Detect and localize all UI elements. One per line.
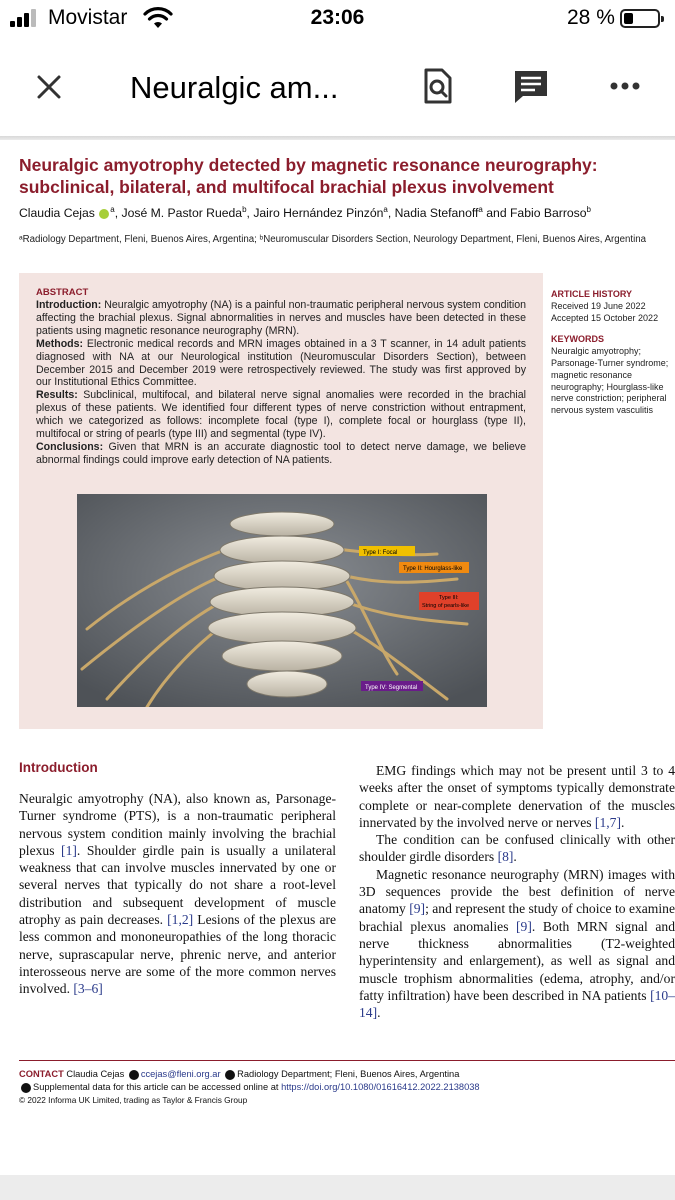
carrier-name: Movistar: [48, 6, 128, 29]
close-icon[interactable]: [32, 70, 66, 104]
citation-link[interactable]: [1,7]: [594, 814, 621, 830]
citation-link[interactable]: [3–6]: [73, 981, 103, 997]
article-footer: CONTACT Claudia Cejas ccejas@fleni.org.ar Radiology Department; Fleni, Buenos Aires, Argentina Supplemental data for this article can be accessed online at https://doi.org/10.1080/01616412.2022.2138038 © 2022 Informa UK Limited, trading as Taylor & Francis Group: [19, 1060, 675, 1107]
figure-label: Type III:: [439, 595, 459, 601]
figure-label: String of pearls-like: [422, 603, 470, 609]
abstract-paragraph: Methods: Electronic medical records and MRN images obtained in a 3 T scanner, in 14 adult patients diagnosed with NA at our Neurological institution (Neuromuscular Disorders Section), between December 2015 and December 2019 were retrospectively reviewed. The study was first approved by our Institutional Ethics Committee.: [36, 337, 526, 389]
article-title: Neuralgic amyotrophy detected by magnetic resonance neurography: subclinical, bilateral, and multifocal brachial plexus involvement: [19, 155, 598, 197]
copyright: © 2022 Informa UK Limited, trading as Taylor & Francis Group: [19, 1095, 248, 1105]
status-bar: [0, 0, 675, 38]
abstract-paragraph: Conclusions: Given that MRN is an accurate diagnostic tool to detect nerve damage, we believe abnormal findings could improve early detection of NA patients.: [36, 440, 526, 466]
citation-link[interactable]: [9]: [409, 901, 426, 917]
author: Claudia Cejas: [19, 206, 95, 221]
clock: 23:06: [310, 6, 365, 29]
figure-label: Type I: Focal: [363, 550, 398, 556]
search-document-icon[interactable]: [418, 66, 458, 106]
more-options-icon[interactable]: [605, 66, 645, 106]
author: Jairo Hernández Pinzón: [253, 206, 384, 221]
citation-link[interactable]: [10–14]: [359, 987, 675, 1021]
author: Nadia Stefanoff: [394, 206, 479, 221]
abstract-heading: ABSTRACT: [36, 287, 89, 298]
document-title: Neuralgic am...: [130, 70, 339, 105]
address-icon: [225, 1070, 235, 1080]
figure-label: Type IV: Segmental: [365, 685, 418, 691]
abstract-box: [19, 273, 543, 729]
citation-link[interactable]: [8]: [497, 849, 514, 865]
citation-link[interactable]: [1,2]: [167, 912, 194, 928]
email-link[interactable]: ccejas@fleni.org.ar: [140, 1069, 221, 1079]
article-history: ARTICLE HISTORY Received 19 June 2022 Accepted 15 October 2022 KEYWORDS Neuralgic amyotrophy; Parsonage-Turner syndrome; magnetic resonance neurography; Hourglass-like nerve constriction; peripheral nervous system vasculitis: [551, 289, 671, 417]
author: José M. Pastor Rueda: [121, 206, 243, 221]
battery-icon: [620, 9, 660, 28]
affiliations: ᵃRadiology Department, Fleni, Buenos Aires, Argentina; ᵇNeuromuscular Disorders Section, Neurology Department, Fleni, Buenos Aires, Argentina: [19, 234, 647, 245]
abstract-paragraph: Results: Subclinical, multifocal, and bilateral nerve signal anomalies were recorded in the brachial plexus of these patients. We identified four different types of nerve constriction without entrapment, which we categorized as follows: incomplete focal (type I), complete focal or hourglass (type II), multifocal or string of pearls (type III) and segmental (type IV).: [36, 389, 526, 441]
figure-label: Type II: Hourglass-like: [403, 566, 463, 572]
intro-column-2: EMG findings which may not be present until 3 to 4 weeks after the onset of symptoms typically demonstrate complete or near-complete denervation of the muscles innervated by the involved nerve or nerves [1,7]. The condition can be confused clinically with other shoulder girdle disorders [8]. Magnetic resonance neurography (MRN) images with 3D sequences provide the best definition of nerve anatomy [9]; and represent the study of choice to examine brachial plexus anomalies [9]. Both MRN signal and nerve thickness abnormalities (T2-weighted hyperintensity and enlargement), as well as signal and muscle trophism abnormalities (edema, atrophy, and/or fatty infiltration) have been described in NA patients [10–14].: [359, 763, 675, 1021]
abstract-paragraph: Introduction: Neuralgic amyotrophy (NA) is a painful non-traumatic peripheral nervous system condition affecting the brachial plexus. Signal abnormalities in nerves and muscles have been detected in these patients using magnetic resonance neurography (MRN).: [36, 299, 526, 337]
author: Fabio Barroso: [509, 206, 587, 221]
author-list: Claudia Cejas $^a$, José M. Pastor Rueda$^b$, Jairo Hernández Pinzón$^a$, Nadia Stefanoff$^a$ and Fabio Barroso$^b$: [19, 205, 591, 221]
battery-percent: 28 %: [567, 6, 615, 29]
abstract-text: [36, 299, 526, 467]
supplemental-icon: [21, 1083, 31, 1093]
pdf-page[interactable]: [0, 140, 675, 1175]
brachial-plexus-illustration: [77, 494, 487, 707]
orcid-icon[interactable]: [99, 209, 109, 219]
comment-icon[interactable]: [511, 66, 551, 106]
intro-column-1: Neuralgic amyotrophy (NA), also known as, Parsonage-Turner syndrome (PTS), is a non-traumatic peripheral nervous system condition mainly involving the brachial plexus [1]. Shoulder girdle pain is usually a unilateral weakness that can involve muscles innervated by one or several nerves that typically do not share a root-level distribution and subsequent development of muscle atrophy as pain decreases. [1,2] Lesions of the plexus are less common and mononeuropathies of the long thoracic nerve, suprascapular nerve, phrenic nerve, and anterior interosseous nerve are some of the more common nerves involved. [3–6]: [19, 791, 336, 997]
page-separator: [0, 1175, 675, 1200]
citation-link[interactable]: [9]: [516, 918, 532, 934]
viewer-toolbar: [0, 40, 675, 136]
email-icon: [129, 1070, 139, 1080]
citation-link[interactable]: [1]: [61, 842, 77, 858]
section-heading: Introduction: [19, 760, 98, 775]
doi-link[interactable]: https://doi.org/10.1080/01616412.2022.2138038: [281, 1082, 480, 1092]
keywords: Neuralgic amyotrophy; Parsonage-Turner syndrome; magnetic resonance neurography; Hourglass-like nerve constriction; peripheral nervous system vasculitis: [551, 346, 669, 416]
